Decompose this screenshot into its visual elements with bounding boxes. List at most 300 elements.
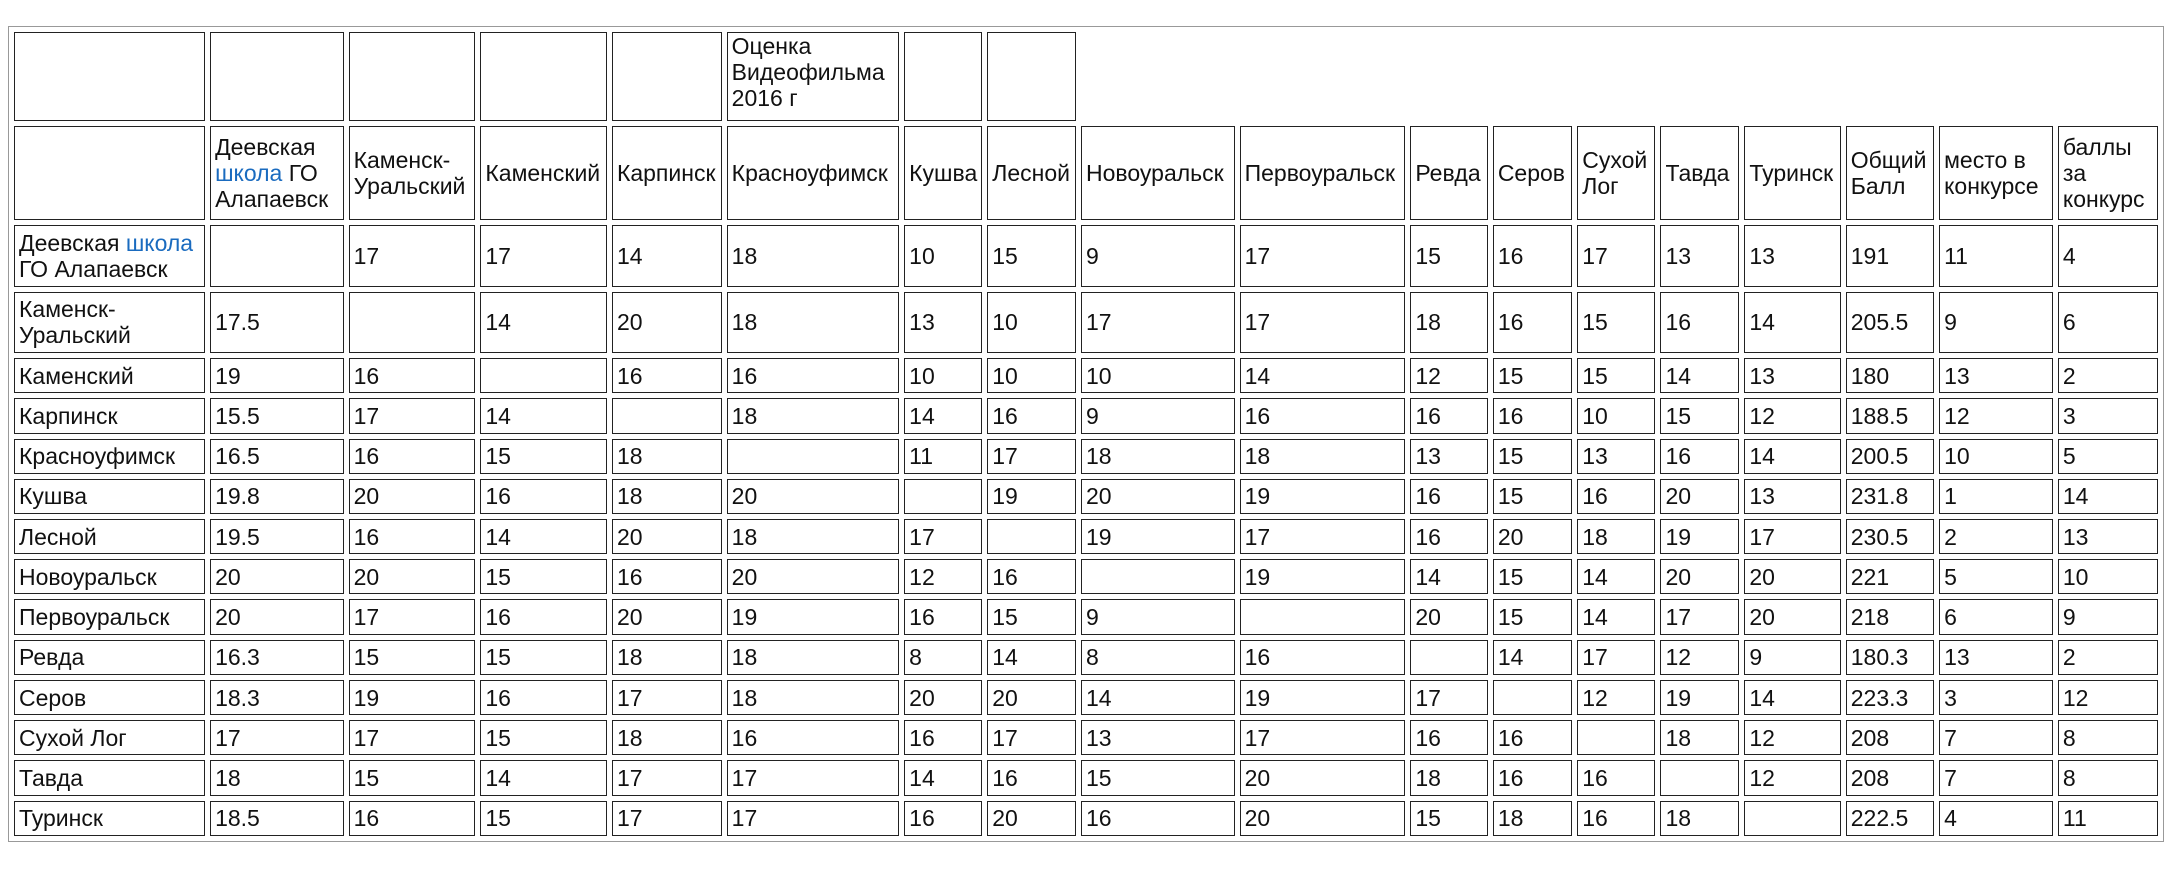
score-cell: 19 bbox=[1081, 519, 1235, 554]
column-header: Карпинск bbox=[612, 126, 722, 221]
score-cell: 12 bbox=[1660, 640, 1739, 675]
score-cell: 20 bbox=[1081, 479, 1235, 514]
score-cell: 17 bbox=[1240, 225, 1406, 286]
score-cell: 15 bbox=[349, 640, 476, 675]
score-cell: 13 bbox=[1939, 358, 2053, 393]
column-header: Общий Балл bbox=[1846, 126, 1934, 221]
score-cell: 14 bbox=[1744, 292, 1840, 353]
score-cell: 4 bbox=[2058, 225, 2158, 286]
score-cell: 221 bbox=[1846, 559, 1934, 594]
column-header: Каменский bbox=[480, 126, 607, 221]
score-cell: 17 bbox=[612, 801, 722, 836]
score-cell: 17 bbox=[349, 599, 476, 634]
score-cell: 10 bbox=[904, 225, 982, 286]
score-cell: 18 bbox=[210, 760, 344, 795]
score-cell: 14 bbox=[1577, 599, 1655, 634]
score-cell bbox=[1577, 720, 1655, 755]
score-cell: 17 bbox=[1240, 519, 1406, 554]
column-header: Первоуральск bbox=[1240, 126, 1406, 221]
row-label: Туринск bbox=[14, 801, 205, 836]
score-cell: 205.5 bbox=[1846, 292, 1934, 353]
score-cell: 16 bbox=[349, 439, 476, 474]
score-cell: 10 bbox=[2058, 559, 2158, 594]
score-cell: 19 bbox=[727, 599, 899, 634]
empty-cell bbox=[349, 32, 476, 121]
score-cell: 6 bbox=[1939, 599, 2053, 634]
school-link[interactable]: школа bbox=[215, 159, 283, 186]
score-cell: 16 bbox=[612, 559, 722, 594]
score-cell: 15 bbox=[480, 559, 607, 594]
row-label: Лесной bbox=[14, 519, 205, 554]
score-cell: 18 bbox=[1493, 801, 1572, 836]
empty-cell bbox=[904, 32, 982, 121]
column-header: Туринск bbox=[1744, 126, 1840, 221]
score-cell: 16 bbox=[904, 720, 982, 755]
score-cell: 12 bbox=[1744, 398, 1840, 433]
score-cell: 11 bbox=[904, 439, 982, 474]
row-label: Красноуфимск bbox=[14, 439, 205, 474]
score-cell: 20 bbox=[1744, 599, 1840, 634]
score-cell: 14 bbox=[1744, 680, 1840, 715]
scores-table bbox=[8, 26, 2164, 842]
score-cell bbox=[1081, 559, 1235, 594]
score-cell bbox=[904, 479, 982, 514]
column-header: Новоуральск bbox=[1081, 126, 1235, 221]
score-cell: 15 bbox=[480, 720, 607, 755]
score-cell: 15 bbox=[1577, 358, 1655, 393]
score-cell bbox=[1744, 801, 1840, 836]
score-cell: 16 bbox=[1240, 640, 1406, 675]
score-cell: 19.8 bbox=[210, 479, 344, 514]
score-cell: 10 bbox=[904, 358, 982, 393]
score-cell bbox=[612, 398, 722, 433]
score-cell: 18 bbox=[612, 720, 722, 755]
score-cell: 18 bbox=[612, 479, 722, 514]
row-label: Серов bbox=[14, 680, 205, 715]
score-cell: 20 bbox=[1660, 559, 1739, 594]
row-label: Тавда bbox=[14, 760, 205, 795]
score-cell: 16 bbox=[480, 599, 607, 634]
score-cell: 20 bbox=[987, 801, 1076, 836]
score-cell: 15 bbox=[1493, 358, 1572, 393]
score-cell: 8 bbox=[904, 640, 982, 675]
score-cell: 9 bbox=[1081, 225, 1235, 286]
score-cell: 16 bbox=[1577, 760, 1655, 795]
score-cell: 16 bbox=[1493, 292, 1572, 353]
score-cell: 20 bbox=[1660, 479, 1739, 514]
score-cell: 10 bbox=[1939, 439, 2053, 474]
table-row bbox=[14, 225, 2158, 286]
column-header: баллы за конкурс bbox=[2058, 126, 2158, 221]
score-cell: 5 bbox=[2058, 439, 2158, 474]
table-row bbox=[14, 559, 2158, 594]
score-cell: 188.5 bbox=[1846, 398, 1934, 433]
score-cell: 12 bbox=[1744, 760, 1840, 795]
score-cell: 18 bbox=[1240, 439, 1406, 474]
score-cell: 5 bbox=[1939, 559, 2053, 594]
score-cell: 14 bbox=[1410, 559, 1487, 594]
score-cell: 14 bbox=[1577, 559, 1655, 594]
score-cell: 20 bbox=[1493, 519, 1572, 554]
score-cell: 15 bbox=[1410, 801, 1487, 836]
score-cell: 17 bbox=[987, 720, 1076, 755]
score-cell: 15.5 bbox=[210, 398, 344, 433]
score-cell: 12 bbox=[1577, 680, 1655, 715]
score-cell: 20 bbox=[349, 479, 476, 514]
score-cell: 14 bbox=[1744, 439, 1840, 474]
score-cell: 10 bbox=[987, 358, 1076, 393]
score-cell: 9 bbox=[1939, 292, 2053, 353]
score-cell: 17 bbox=[1744, 519, 1840, 554]
score-cell bbox=[727, 439, 899, 474]
score-cell: 16 bbox=[349, 519, 476, 554]
score-cell: 15 bbox=[1493, 439, 1572, 474]
score-cell: 17 bbox=[349, 225, 476, 286]
score-cell: 14 bbox=[480, 760, 607, 795]
label-text: Деевская bbox=[215, 133, 316, 160]
score-cell: 15 bbox=[1081, 760, 1235, 795]
score-cell: 20 bbox=[727, 559, 899, 594]
score-cell: 13 bbox=[1939, 640, 2053, 675]
score-cell: 8 bbox=[2058, 720, 2158, 755]
score-cell: 17 bbox=[612, 760, 722, 795]
score-cell: 20 bbox=[904, 680, 982, 715]
score-cell: 15 bbox=[1493, 559, 1572, 594]
table-title-cell: Оценка Видеофильма 2016 г bbox=[727, 32, 899, 121]
score-cell bbox=[1493, 680, 1572, 715]
score-cell: 12 bbox=[904, 559, 982, 594]
empty-cell bbox=[14, 32, 205, 121]
score-cell: 16 bbox=[1081, 801, 1235, 836]
score-cell: 3 bbox=[2058, 398, 2158, 433]
score-cell: 19 bbox=[1240, 559, 1406, 594]
score-cell: 20 bbox=[1240, 760, 1406, 795]
score-cell: 17 bbox=[727, 760, 899, 795]
label-text: Деевская bbox=[19, 229, 126, 256]
column-header: Лесной bbox=[987, 126, 1076, 221]
row-label: Каменск-Уральский bbox=[14, 292, 205, 353]
score-cell: 8 bbox=[2058, 760, 2158, 795]
score-cell: 20 bbox=[612, 599, 722, 634]
row-label: Новоуральск bbox=[14, 559, 205, 594]
score-cell: 17 bbox=[987, 439, 1076, 474]
score-cell: 1 bbox=[1939, 479, 2053, 514]
row-label: Кушва bbox=[14, 479, 205, 514]
score-cell: 16 bbox=[1410, 479, 1487, 514]
score-cell: 20 bbox=[1744, 559, 1840, 594]
score-cell: 12 bbox=[1939, 398, 2053, 433]
score-cell bbox=[987, 519, 1076, 554]
score-cell: 13 bbox=[1744, 225, 1840, 286]
score-cell: 10 bbox=[1577, 398, 1655, 433]
score-cell: 208 bbox=[1846, 760, 1934, 795]
score-cell: 20 bbox=[349, 559, 476, 594]
score-cell bbox=[1410, 640, 1487, 675]
score-cell: 19 bbox=[1240, 479, 1406, 514]
score-cell: 15 bbox=[987, 599, 1076, 634]
score-cell: 20 bbox=[612, 519, 722, 554]
score-cell: 16 bbox=[987, 559, 1076, 594]
row-label: Каменский bbox=[14, 358, 205, 393]
score-cell: 19 bbox=[349, 680, 476, 715]
label-text: ГО Алапаевск bbox=[19, 255, 168, 282]
blank-area bbox=[1081, 32, 2158, 121]
score-cell: 13 bbox=[1744, 479, 1840, 514]
score-cell: 18 bbox=[1410, 292, 1487, 353]
score-cell: 15 bbox=[1660, 398, 1739, 433]
score-cell: 16 bbox=[727, 358, 899, 393]
score-cell: 231.8 bbox=[1846, 479, 1934, 514]
score-cell: 9 bbox=[1744, 640, 1840, 675]
score-cell: 15 bbox=[480, 439, 607, 474]
score-cell: 12 bbox=[1410, 358, 1487, 393]
row-label: Первоуральск bbox=[14, 599, 205, 634]
score-cell: 13 bbox=[1577, 439, 1655, 474]
empty-cell bbox=[987, 32, 1076, 121]
score-cell: 20 bbox=[210, 559, 344, 594]
score-cell: 16 bbox=[1410, 519, 1487, 554]
score-cell: 17 bbox=[480, 225, 607, 286]
school-link[interactable]: школа bbox=[125, 229, 194, 256]
score-cell: 15 bbox=[349, 760, 476, 795]
column-header: место в конкурсе bbox=[1939, 126, 2053, 221]
score-cell: 18 bbox=[727, 680, 899, 715]
score-cell: 16 bbox=[1577, 479, 1655, 514]
column-header: Красноуфимск bbox=[727, 126, 899, 221]
score-cell: 9 bbox=[2058, 599, 2158, 634]
score-cell: 18 bbox=[727, 640, 899, 675]
score-cell: 10 bbox=[1081, 358, 1235, 393]
score-cell: 19 bbox=[1660, 680, 1739, 715]
score-cell: 11 bbox=[2058, 801, 2158, 836]
score-cell: 14 bbox=[2058, 479, 2158, 514]
score-cell: 17.5 bbox=[210, 292, 344, 353]
score-cell: 18 bbox=[612, 439, 722, 474]
score-cell: 8 bbox=[1081, 640, 1235, 675]
score-cell: 14 bbox=[904, 398, 982, 433]
score-cell: 16.3 bbox=[210, 640, 344, 675]
score-cell: 16 bbox=[1240, 398, 1406, 433]
empty-cell bbox=[612, 32, 722, 121]
score-cell: 20 bbox=[727, 479, 899, 514]
title-row bbox=[14, 32, 2158, 121]
score-cell: 16 bbox=[1660, 439, 1739, 474]
score-cell: 18 bbox=[1660, 801, 1739, 836]
column-header: Тавда bbox=[1660, 126, 1739, 221]
score-cell: 14 bbox=[904, 760, 982, 795]
score-cell: 191 bbox=[1846, 225, 1934, 286]
score-cell: 16 bbox=[1660, 292, 1739, 353]
score-cell: 20 bbox=[210, 599, 344, 634]
score-cell: 17 bbox=[210, 720, 344, 755]
score-cell: 11 bbox=[1939, 225, 2053, 286]
score-cell: 180.3 bbox=[1846, 640, 1934, 675]
score-cell: 19 bbox=[1240, 680, 1406, 715]
score-cell: 3 bbox=[1939, 680, 2053, 715]
score-cell: 18.5 bbox=[210, 801, 344, 836]
table-row bbox=[14, 398, 2158, 433]
score-cell: 2 bbox=[1939, 519, 2053, 554]
score-cell: 14 bbox=[480, 398, 607, 433]
score-cell: 14 bbox=[1660, 358, 1739, 393]
score-cell: 6 bbox=[2058, 292, 2158, 353]
score-cell: 16 bbox=[480, 680, 607, 715]
score-cell: 180 bbox=[1846, 358, 1934, 393]
table-row bbox=[14, 519, 2158, 554]
row-label: Ревда bbox=[14, 640, 205, 675]
score-cell: 19.5 bbox=[210, 519, 344, 554]
score-cell: 19 bbox=[1660, 519, 1739, 554]
score-cell: 16.5 bbox=[210, 439, 344, 474]
score-cell: 20 bbox=[1410, 599, 1487, 634]
score-cell: 12 bbox=[2058, 680, 2158, 715]
column-header: Серов bbox=[1493, 126, 1572, 221]
score-cell: 15 bbox=[480, 640, 607, 675]
score-cell: 17 bbox=[727, 801, 899, 836]
score-cell: 18.3 bbox=[210, 680, 344, 715]
score-cell: 16 bbox=[349, 358, 476, 393]
row-label: Карпинск bbox=[14, 398, 205, 433]
score-cell: 14 bbox=[1493, 640, 1572, 675]
row-label: Сухой Лог bbox=[14, 720, 205, 755]
score-cell: 222.5 bbox=[1846, 801, 1934, 836]
score-cell: 15 bbox=[480, 801, 607, 836]
score-cell: 17 bbox=[349, 398, 476, 433]
score-cell: 18 bbox=[612, 640, 722, 675]
score-cell: 18 bbox=[1660, 720, 1739, 755]
score-cell: 16 bbox=[987, 760, 1076, 795]
score-cell: 16 bbox=[904, 599, 982, 634]
score-cell: 15 bbox=[1577, 292, 1655, 353]
score-cell: 12 bbox=[1744, 720, 1840, 755]
score-cell: 20 bbox=[1240, 801, 1406, 836]
score-cell: 16 bbox=[904, 801, 982, 836]
score-cell: 208 bbox=[1846, 720, 1934, 755]
score-cell: 16 bbox=[987, 398, 1076, 433]
score-cell bbox=[349, 292, 476, 353]
score-cell: 16 bbox=[480, 479, 607, 514]
score-cell: 17 bbox=[1240, 720, 1406, 755]
score-cell: 17 bbox=[1240, 292, 1406, 353]
score-cell: 200.5 bbox=[1846, 439, 1934, 474]
score-cell: 4 bbox=[1939, 801, 2053, 836]
score-cell: 18 bbox=[727, 519, 899, 554]
score-cell: 18 bbox=[1081, 439, 1235, 474]
table-row bbox=[14, 640, 2158, 675]
score-cell: 15 bbox=[1410, 225, 1487, 286]
score-cell: 2 bbox=[2058, 640, 2158, 675]
score-cell: 17 bbox=[1410, 680, 1487, 715]
score-cell: 230.5 bbox=[1846, 519, 1934, 554]
score-cell: 17 bbox=[1081, 292, 1235, 353]
score-cell bbox=[1240, 599, 1406, 634]
score-cell: 18 bbox=[1410, 760, 1487, 795]
score-cell: 16 bbox=[612, 358, 722, 393]
score-cell: 15 bbox=[1493, 599, 1572, 634]
score-cell bbox=[480, 358, 607, 393]
score-cell: 16 bbox=[1410, 720, 1487, 755]
score-cell: 16 bbox=[1493, 760, 1572, 795]
header-row bbox=[14, 126, 2158, 221]
score-cell: 7 bbox=[1939, 760, 2053, 795]
score-cell: 2 bbox=[2058, 358, 2158, 393]
score-cell: 10 bbox=[987, 292, 1076, 353]
score-cell: 15 bbox=[1493, 479, 1572, 514]
score-cell: 223.3 bbox=[1846, 680, 1934, 715]
score-cell: 13 bbox=[1410, 439, 1487, 474]
score-cell: 16 bbox=[1577, 801, 1655, 836]
score-cell: 14 bbox=[612, 225, 722, 286]
column-header bbox=[210, 126, 344, 221]
score-cell: 17 bbox=[1660, 599, 1739, 634]
score-cell: 9 bbox=[1081, 398, 1235, 433]
score-cell: 13 bbox=[1660, 225, 1739, 286]
score-cell: 18 bbox=[727, 398, 899, 433]
table-row bbox=[14, 720, 2158, 755]
score-cell: 20 bbox=[612, 292, 722, 353]
empty-cell bbox=[480, 32, 607, 121]
score-cell: 218 bbox=[1846, 599, 1934, 634]
score-cell: 14 bbox=[480, 519, 607, 554]
column-header: Ревда bbox=[1410, 126, 1487, 221]
score-cell: 16 bbox=[1493, 398, 1572, 433]
table-row bbox=[14, 760, 2158, 795]
score-cell: 13 bbox=[1081, 720, 1235, 755]
table-row bbox=[14, 801, 2158, 836]
score-cell: 18 bbox=[727, 225, 899, 286]
score-cell: 17 bbox=[904, 519, 982, 554]
empty-cell bbox=[210, 32, 344, 121]
score-cell: 16 bbox=[349, 801, 476, 836]
column-header: Сухой Лог bbox=[1577, 126, 1655, 221]
label-text: ГО Алапаевск bbox=[215, 159, 329, 212]
score-cell: 13 bbox=[1744, 358, 1840, 393]
column-header: Каменск-Уральский bbox=[349, 126, 476, 221]
score-cell: 14 bbox=[480, 292, 607, 353]
score-cell: 18 bbox=[1577, 519, 1655, 554]
score-cell: 14 bbox=[987, 640, 1076, 675]
score-cell: 17 bbox=[349, 720, 476, 755]
score-cell: 7 bbox=[1939, 720, 2053, 755]
score-cell: 18 bbox=[727, 292, 899, 353]
score-cell: 17 bbox=[1577, 640, 1655, 675]
score-cell: 15 bbox=[987, 225, 1076, 286]
score-cell: 13 bbox=[2058, 519, 2158, 554]
score-cell bbox=[1660, 760, 1739, 795]
score-cell: 17 bbox=[612, 680, 722, 715]
score-cell: 19 bbox=[987, 479, 1076, 514]
score-cell: 9 bbox=[1081, 599, 1235, 634]
score-cell: 13 bbox=[904, 292, 982, 353]
score-cell: 16 bbox=[1410, 398, 1487, 433]
score-cell: 17 bbox=[1577, 225, 1655, 286]
score-cell: 20 bbox=[987, 680, 1076, 715]
table-row bbox=[14, 439, 2158, 474]
column-header: Кушва bbox=[904, 126, 982, 221]
table-row bbox=[14, 479, 2158, 514]
score-cell bbox=[210, 225, 344, 286]
score-cell: 16 bbox=[1493, 720, 1572, 755]
score-cell: 14 bbox=[1240, 358, 1406, 393]
score-cell: 14 bbox=[1081, 680, 1235, 715]
table-row bbox=[14, 358, 2158, 393]
score-cell: 19 bbox=[210, 358, 344, 393]
table-row bbox=[14, 680, 2158, 715]
header-corner-cell bbox=[14, 126, 205, 221]
score-cell: 16 bbox=[1493, 225, 1572, 286]
table-row bbox=[14, 599, 2158, 634]
table-row bbox=[14, 292, 2158, 353]
